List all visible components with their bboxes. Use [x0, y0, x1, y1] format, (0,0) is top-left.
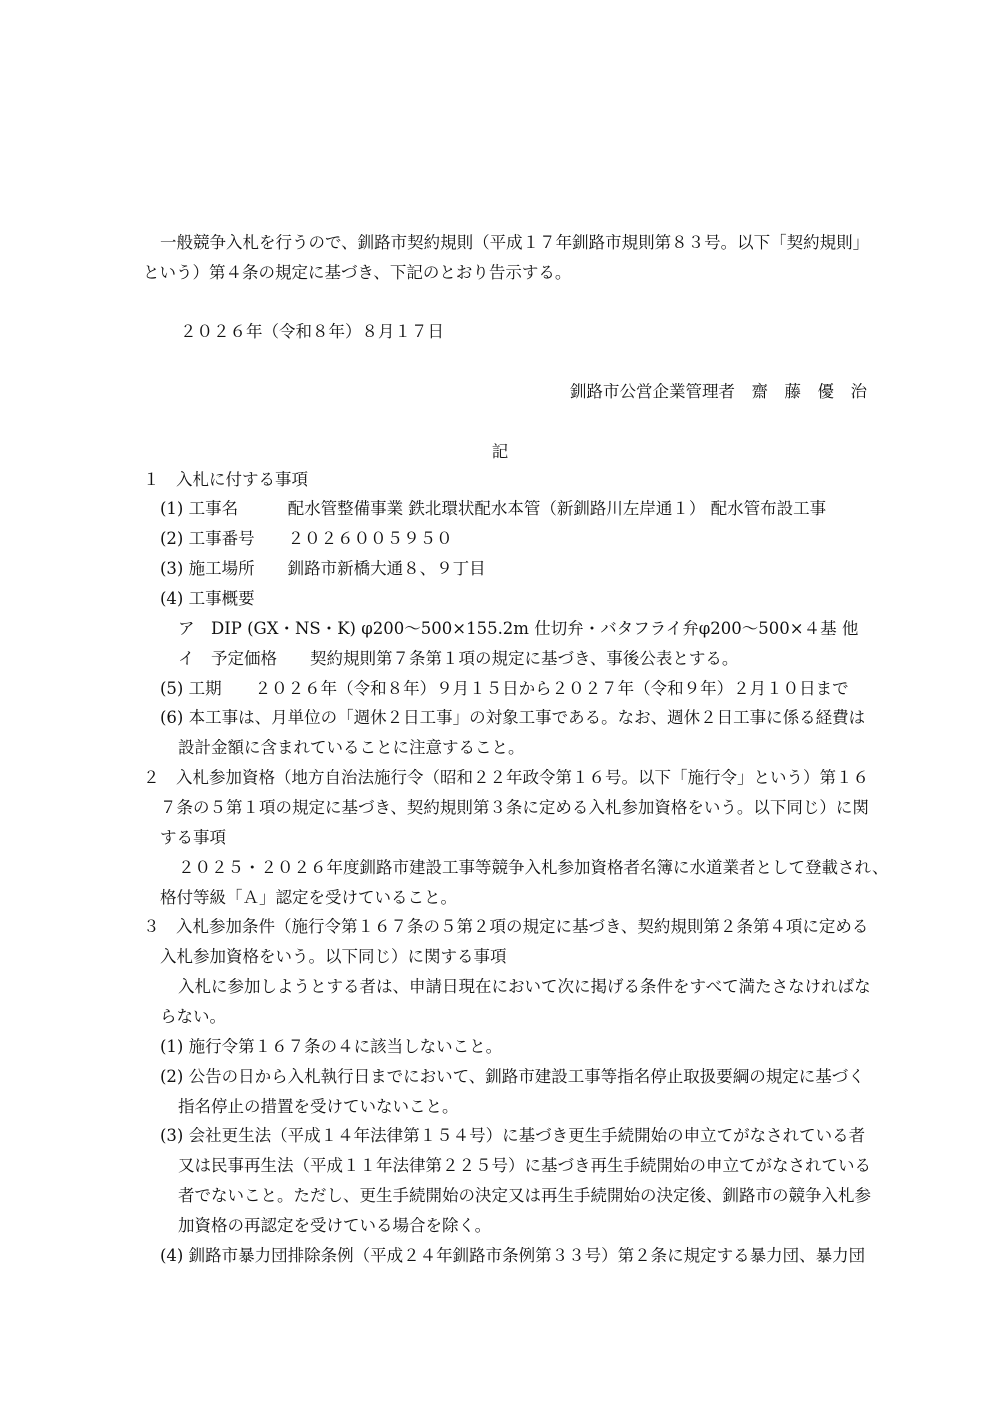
s3-item-3-line2: 又は民事再生法（平成１１年法律第２２５号）に基づき再生手続開始の申立てがなされている — [178, 1156, 871, 1175]
intro-line-1: 一般競争入札を行うので、釧路市契約規則（平成１７年釧路市規則第８３号。以下「契約規則」 — [160, 233, 870, 252]
signature: 釧路市公営企業管理者 齋 藤 優 治 — [570, 382, 867, 401]
section-2-line-1: ２ 入札参加資格（地方自治法施行令（昭和２２年政令第１６号。以下「施行令」という）第１６ — [143, 768, 869, 787]
section-2-line-4: ２０２５・２０２６年度釧路市建設工事等競争入札参加資格者名簿に水道業者として登載され、 — [178, 858, 889, 877]
section-3-line-2: 入札参加資格をいう。以下同じ）に関する事項 — [160, 947, 507, 966]
s3-item-3-line4: 加資格の再認定を受けている場合を除く。 — [178, 1216, 492, 1235]
s1-item-1: (1) 工事名 配水管整備事業 鉄北環状配水本管（新釧路川左岸通１） 配水管布設工事 — [160, 499, 827, 518]
ki-heading: 記 — [491, 442, 509, 461]
s3-item-3-line3: 者でないこと。ただし、更生手続開始の決定又は再生手続開始の決定後、釧路市の競争入札参 — [178, 1186, 871, 1205]
s1-item-4a: ア DIP (GX・NS・K) φ200～500×155.2m 仕切弁・バタフライ弁φ200～500×４基 他 — [178, 619, 859, 638]
s3-item-1: (1) 施行令第１６７条の４に該当しないこと。 — [160, 1037, 503, 1056]
notice-date: ２０２６年（令和８年）８月１７日 — [180, 322, 444, 341]
s1-item-6-line2: 設計金額に含まれていることに注意すること。 — [178, 738, 525, 757]
s1-item-6-line1: (6) 本工事は、月単位の「週休２日工事」の対象工事である。なお、週休２日工事に係る経費は — [160, 708, 866, 727]
s1-item-2: (2) 工事番号 ２０２６００５９５０ — [160, 529, 453, 548]
section-2-line-5: 格付等級「Ａ」認定を受けていること。 — [160, 888, 457, 907]
s3-item-3-line1: (3) 会社更生法（平成１４年法律第１５４号）に基づき更生手続開始の申立てがなされている者 — [160, 1126, 866, 1145]
s3-item-4-line1: (4) 釧路市暴力団排除条例（平成２４年釧路市条例第３３号）第２条に規定する暴力団、暴力団 — [160, 1246, 866, 1265]
section-2-line-3: する事項 — [160, 828, 226, 847]
section-3-line-4: らない。 — [160, 1007, 226, 1026]
section-2-line-2: ７条の５第１項の規定に基づき、契約規則第３条に定める入札参加資格をいう。以下同じ）に関 — [160, 798, 869, 817]
section-3-line-3: 入札に参加しようとする者は、申請日現在において次に掲げる条件をすべて満たさなければな — [178, 977, 871, 996]
s1-item-4b: イ 予定価格 契約規則第７条第１項の規定に基づき、事後公表とする。 — [178, 649, 739, 668]
s1-item-4: (4) 工事概要 — [160, 589, 255, 608]
s1-item-5: (5) 工期 ２０２６年（令和８年）９月１５日から２０２７年（令和９年）２月１０日まで — [160, 679, 849, 698]
s1-item-3: (3) 施工場所 釧路市新橋大通８、９丁目 — [160, 559, 486, 578]
section-1-heading: １ 入札に付する事項 — [143, 470, 308, 489]
s3-item-2-line2: 指名停止の措置を受けていないこと。 — [178, 1097, 459, 1116]
s3-item-2-line1: (2) 公告の日から入札執行日までにおいて、釧路市建設工事等指名停止取扱要綱の規定に基づく — [160, 1067, 865, 1086]
section-3-line-1: ３ 入札参加条件（施行令第１６７条の５第２項の規定に基づき、契約規則第２条第４項に定める — [143, 917, 869, 936]
intro-line-2: という）第４条の規定に基づき、下記のとおり告示する。 — [143, 263, 572, 282]
